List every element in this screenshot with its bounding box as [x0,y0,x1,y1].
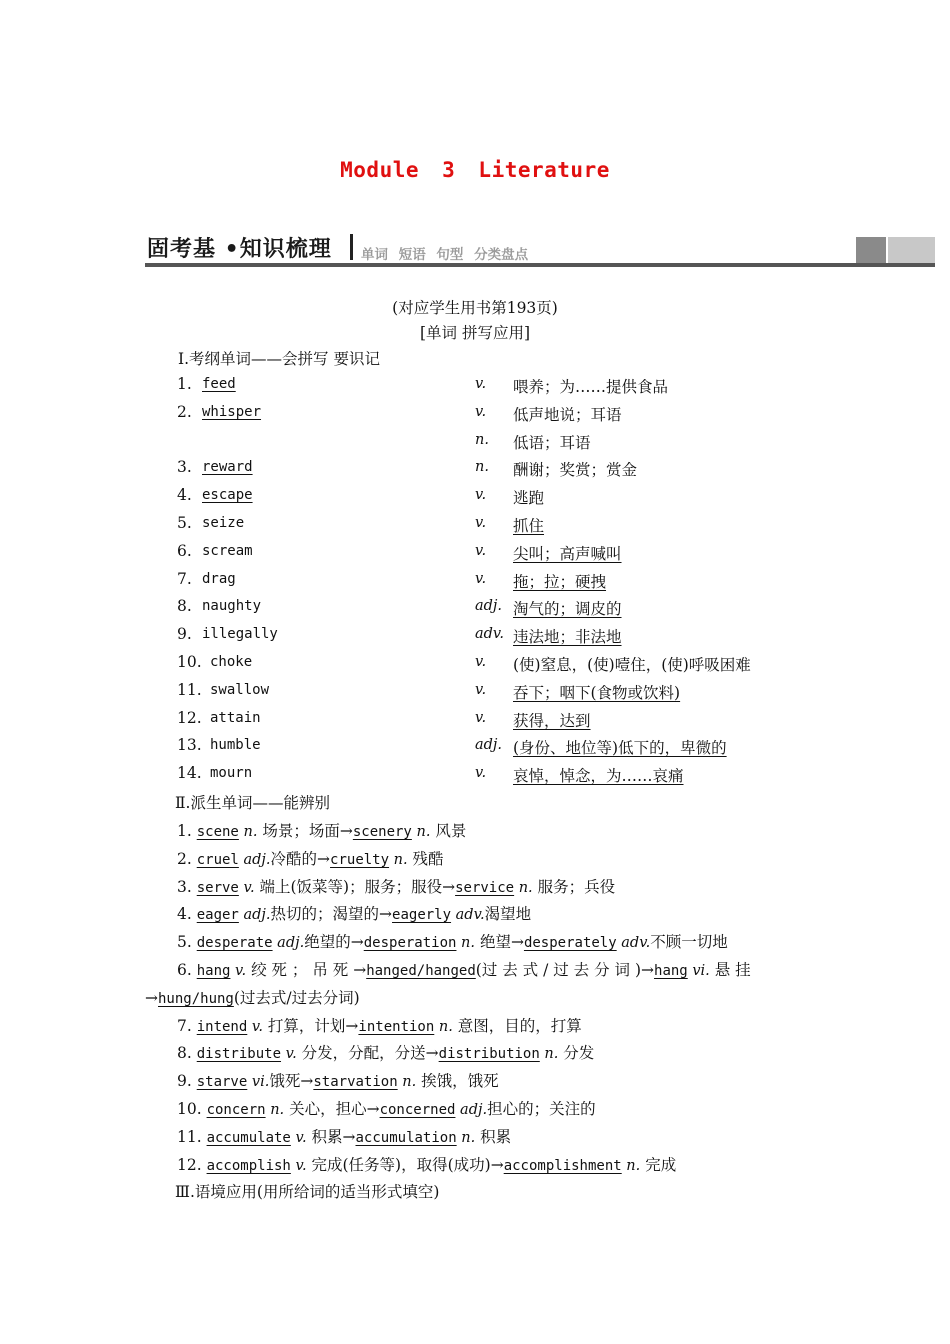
vocab-pos: v. [475,487,487,503]
derived-item [177,930,728,952]
derived-meaning: 不顾一切地 [650,933,728,951]
derived-pos: n. [539,1046,559,1062]
derived-meaning: 担心的；关注的 [487,1100,596,1118]
vocab-meaning: 淘气的；调皮的 [513,600,622,618]
derived-item [177,1125,511,1147]
vocab-number: 11. [177,681,202,699]
vocab-meaning: 获得，达到 [513,712,591,730]
vocab-meaning: (使)窒息，(使)噎住，(使)呼吸困难 [513,656,751,674]
derived-pos: n. [397,1074,417,1090]
derived-item [177,958,751,980]
vocab-meaning: 喂养；为……提供食品 [513,378,669,396]
derived-meaning: 渴望地 [484,905,532,923]
vocab-word: feed [202,376,236,392]
derived-meaning: 绝望的→ [304,933,364,951]
derived-word: accumulate [206,1130,291,1146]
derived-word: cruel [196,852,239,868]
derived-pos: adj. [272,935,305,951]
derived-meaning: 挨饿，饿死 [416,1072,499,1090]
derived-item [177,1041,594,1063]
derived-pos: v. [290,1158,307,1174]
vocab-number: 10. [177,653,202,671]
derived-word: accomplishment [503,1158,622,1174]
derived-number: 8. [177,1044,197,1062]
vocab-number: 8. [177,597,192,615]
vocab-word: drag [202,571,236,587]
vocab-word: seize [202,515,245,531]
derived-meaning: 场景；场面→ [257,822,353,840]
section-banner [145,232,935,270]
derived-meaning: 饿死→ [269,1072,314,1090]
derived-number: 1. [177,822,197,840]
vocab-meaning: (身份、地位等)低下的，卑微的 [513,739,727,757]
derived-pos: v. [281,1046,297,1062]
derived-meaning: 冷酷的→ [270,850,331,868]
part3-heading: Ⅲ.语境应用(用所给词的适当形式填空) [175,1183,440,1201]
derived-word: desperation [363,935,457,951]
derived-item [177,1097,596,1119]
derived-meaning: (过去式/过去分词) [233,989,360,1007]
vocab-meaning: 哀悼，悼念，为……哀痛 [513,767,684,785]
vocab-pos: v. [475,710,487,726]
vocab-number: 5. [177,514,192,532]
derived-pos: n. [456,935,476,951]
vocab-number: 13. [177,736,202,754]
vocab-number: 6. [177,542,192,560]
derived-item [177,902,531,924]
derived-pos: vi. [247,1074,270,1090]
derived-pos: adj. [455,1102,488,1118]
derived-word: distribution [438,1046,540,1062]
derived-meaning: 悬 挂 [709,961,751,979]
derived-meaning: 绝望→ [475,933,524,951]
derived-pos: n. [621,1158,641,1174]
derived-word: intention [358,1019,435,1035]
derived-pos: v. [247,1019,263,1035]
vocab-pos: v. [475,765,487,781]
vocab-meaning: 吞下；咽下(食物或饮料) [513,684,681,702]
derived-meaning: 绞 死 ； 吊 死 → [246,961,367,979]
derived-pos: v. [230,963,247,979]
derived-number: 5. [177,933,197,951]
derived-pos: n. [434,1019,453,1035]
derived-item [177,819,466,841]
vocab-word: escape [202,487,253,503]
derived-pos: n. [456,1130,476,1146]
derived-item [145,986,360,1008]
derived-pos: adj. [238,907,271,923]
derived-meaning: 热切的；渴望的→ [270,905,393,923]
vocab-pos: v. [475,543,487,559]
vocab-word: illegally [202,626,278,642]
banner-divider [350,234,353,260]
vocab-meaning: 低声地说；耳语 [513,406,622,424]
page-reference: (对应学生用书第193页) [392,299,558,317]
derived-meaning: 风景 [430,822,467,840]
derived-word: concern [206,1102,266,1118]
derived-pos: adv. [451,907,485,923]
vocab-pos: n. [475,432,489,448]
derived-word: serve [196,880,239,896]
derived-item [177,847,444,869]
vocab-pos: n. [475,459,489,475]
vocab-pos: adj. [475,737,503,753]
derived-meaning: 打算，计划→ [263,1017,359,1035]
derived-meaning: 积累→ [306,1128,356,1146]
derived-item [177,875,615,897]
derived-pos: v. [238,880,255,896]
derived-meaning: → [145,989,158,1007]
vocab-meaning: 尖叫；高声喊叫 [513,545,622,563]
derived-word: starvation [313,1074,398,1090]
derived-word: distribute [196,1046,282,1062]
vocab-meaning: 违法地；非法地 [513,628,622,646]
derived-meaning: 关心，担心→ [284,1100,380,1118]
derived-number: 2. [177,850,197,868]
derived-word: eagerly [392,907,452,923]
derived-item [177,1153,676,1175]
vocab-meaning: 逃跑 [513,489,545,507]
vocab-pos: v. [475,682,487,698]
vocab-number: 2. [177,403,192,421]
derived-word: scene [196,824,239,840]
vocab-pos: v. [475,404,487,420]
derived-word: accumulation [355,1130,457,1146]
vocab-meaning: 低语；耳语 [513,434,591,452]
derived-number: 6. [177,961,197,979]
vocab-pos: v. [475,571,487,587]
derived-number: 7. [177,1017,197,1035]
derived-meaning: 端上(饭菜等)；服务；服役→ [254,878,456,896]
derived-word: accomplish [206,1158,291,1174]
vocab-word: naughty [202,598,262,614]
vocab-word: mourn [210,765,253,781]
derived-meaning: 意图，目的，打算 [452,1017,582,1035]
derived-word: intend [196,1019,248,1035]
vocab-pos: v. [475,376,487,392]
derived-word: desperate [196,935,273,951]
derived-pos: n. [238,824,258,840]
vocab-word: attain [210,710,261,726]
vocab-word: swallow [210,682,270,698]
vocab-pos: adv. [475,626,505,642]
derived-pos: adv. [616,935,651,951]
vocab-word: whisper [202,404,262,420]
vocab-number: 7. [177,570,192,588]
vocab-pos: adj. [475,598,503,614]
derived-pos: n. [514,880,533,896]
derived-pos: adj. [238,852,271,868]
derived-word: eager [196,907,239,923]
vocab-pos: v. [475,654,487,670]
derived-meaning: 完成(任务等)，取得(成功)→ [306,1156,504,1174]
banner-decor-light [888,237,935,263]
part1-heading: Ⅰ.考纲单词——会拼写 要识记 [178,350,380,368]
derived-meaning: 完成 [640,1156,677,1174]
vocab-pos: v. [475,515,487,531]
vocab-meaning: 拖；拉；硬拽 [513,573,607,591]
derived-pos: vi. [687,963,710,979]
derived-number: 9. [177,1072,197,1090]
banner-subtitle: 单词 短语 句型 分类盘点 [361,247,529,263]
banner-decor-dark [856,237,886,263]
derived-number: 11. [177,1128,207,1146]
section-tag: [单词 拼写应用] [419,324,531,342]
module-title: Module 3 Literature [340,158,610,182]
derived-pos: v. [290,1130,307,1146]
derived-word: hung/hung [158,991,234,1007]
derived-word: cruelty [330,852,390,868]
derived-word: starve [196,1074,248,1090]
vocab-word: scream [202,543,253,559]
derived-pos: n. [265,1102,285,1118]
derived-number: 4. [177,905,197,923]
part2-heading: Ⅱ.派生单词——能辨别 [175,794,330,812]
vocab-word: choke [210,654,253,670]
derived-meaning: 分发 [558,1044,595,1062]
derived-number: 3. [177,878,197,896]
derived-word: service [455,880,515,896]
vocab-word: reward [202,459,253,475]
derived-item [177,1069,499,1091]
derived-word: hang [196,963,231,979]
vocab-number: 12. [177,709,202,727]
derived-pos: n. [411,824,431,840]
derived-word: hang [654,963,688,979]
derived-meaning: 残酷 [407,850,444,868]
vocab-number: 4. [177,486,192,504]
derived-item [177,1014,582,1036]
derived-pos: n. [389,852,408,868]
derived-meaning: (过 去 式 / 过 去 分 词 )→ [475,961,655,979]
banner-title: 固考基 •知识梳理 [147,237,332,262]
vocab-number: 1. [177,375,192,393]
derived-number: 12. [177,1156,207,1174]
derived-meaning: 服务；兵役 [532,878,616,896]
vocab-number: 3. [177,458,192,476]
vocab-number: 9. [177,625,192,643]
vocab-meaning: 抓住 [513,517,545,535]
derived-word: hanged/hanged [366,963,476,979]
derived-word: concerned [379,1102,456,1118]
banner-rule [145,263,935,267]
derived-meaning: 积累 [475,1128,512,1146]
vocab-meaning: 酬谢；奖赏；赏金 [513,461,638,479]
derived-number: 10. [177,1100,207,1118]
derived-word: scenery [352,824,412,840]
vocab-word: humble [210,737,261,753]
derived-word: desperately [523,935,617,951]
vocab-number: 14. [177,764,202,782]
derived-meaning: 分发，分配，分送→ [296,1044,439,1062]
